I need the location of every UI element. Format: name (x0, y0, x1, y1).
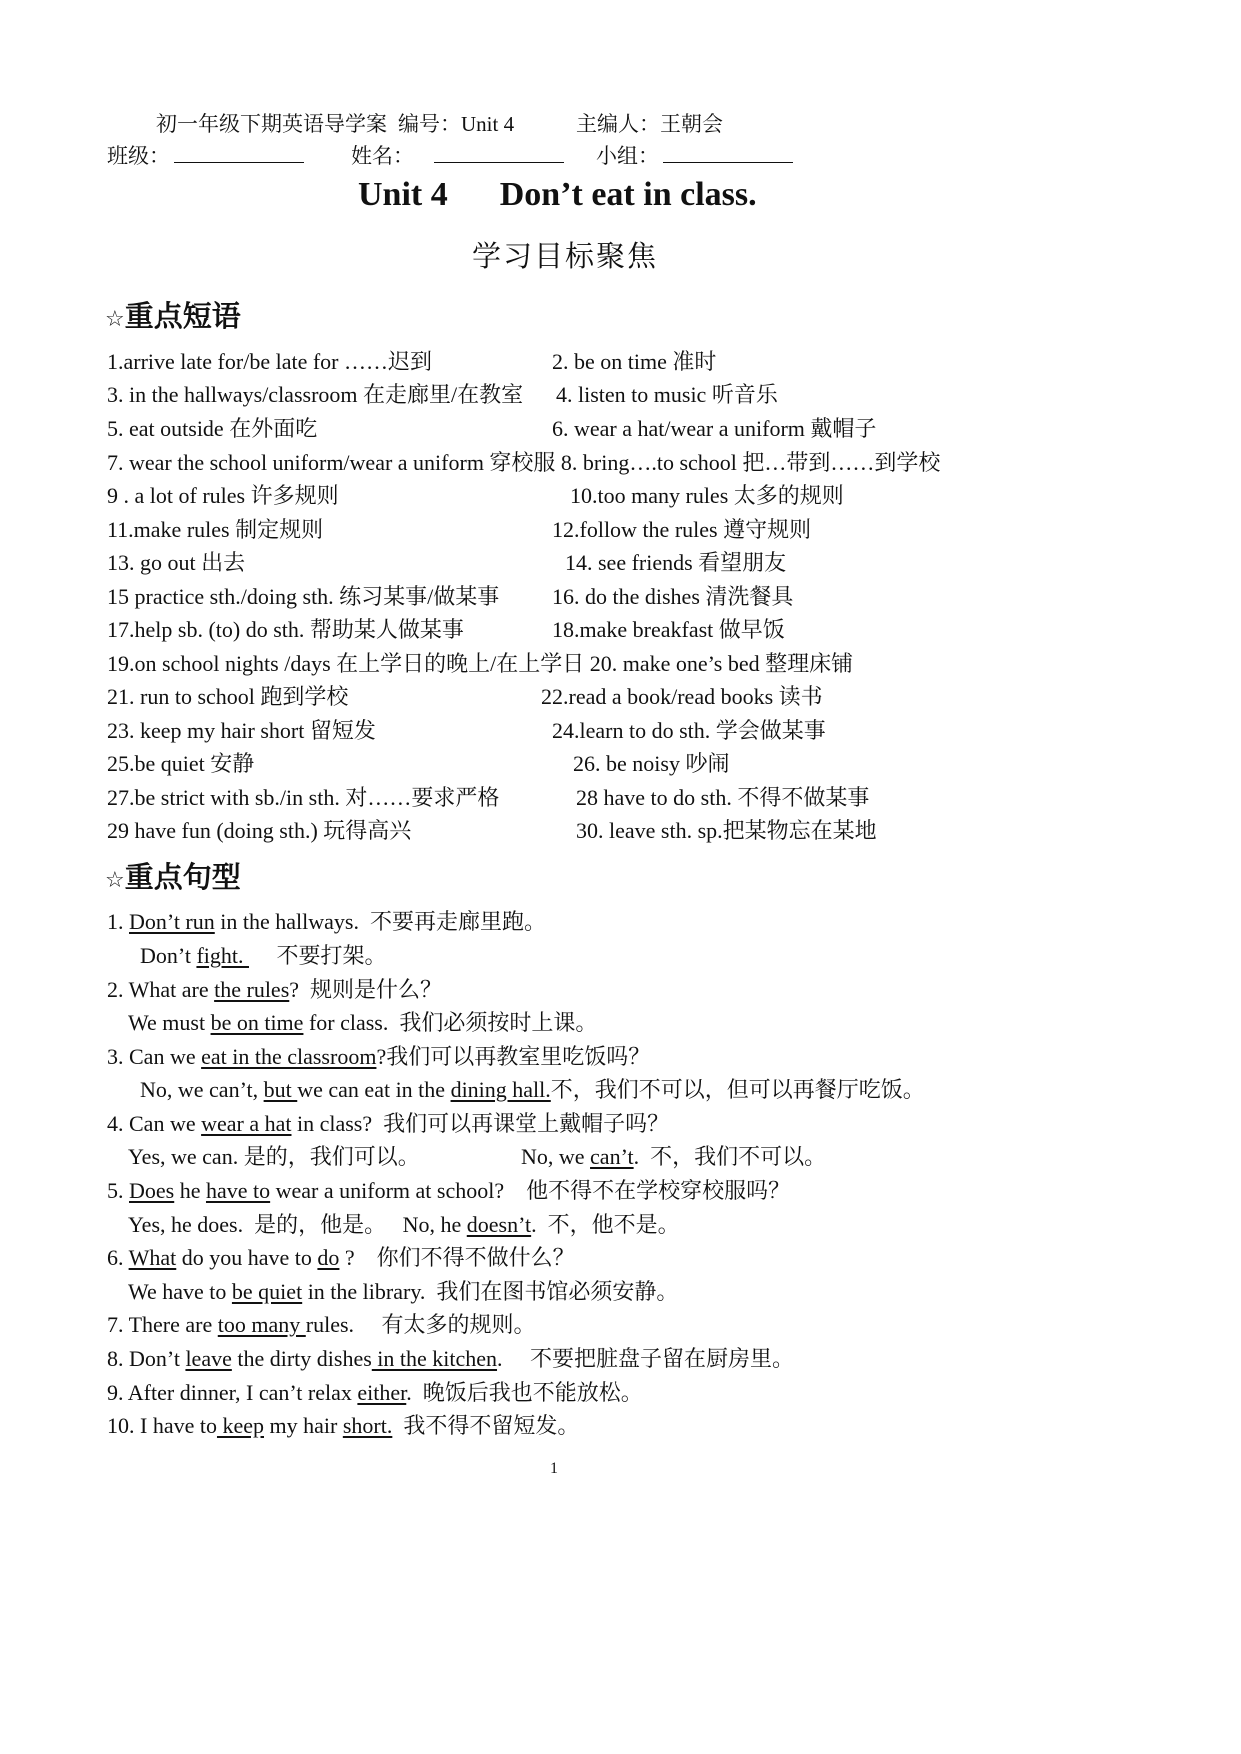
phrase-item: 26. be noisy 吵闹 (573, 751, 730, 776)
phrase-item: 15 practice sth./doing sth. 练习某事/做某事 (107, 584, 500, 609)
sentence-text: 我不得不留短发。 (392, 1413, 580, 1438)
header-code: 编号：Unit 4 (398, 112, 515, 136)
group-label: 小组： (596, 144, 659, 168)
phrase-item: 4. listen to music 听音乐 (556, 382, 778, 407)
underlined-key-text: but (263, 1077, 298, 1102)
phrase-item: 10.too many rules 太多的规则 (570, 483, 844, 508)
sentence-6a (107, 1241, 575, 1272)
unit-number: Unit 4 (358, 176, 448, 213)
phrase-item: 27.be strict with sb./in sth. 对……要求严格 (107, 785, 500, 810)
phrase-item: 28 have to do sth. 不得不做某事 (576, 785, 870, 810)
underlined-key-text: eat in the classroom (201, 1044, 377, 1069)
phrase-item: 17.help sb. (to) do sth. 帮助某人做某事 (107, 617, 464, 642)
phrase-item: 13. go out 出去 (107, 550, 246, 575)
underlined-key-text: can’t (590, 1144, 634, 1169)
header-editor: 主编人：王朝会 (576, 112, 723, 136)
phrase-item: 6. wear a hat/wear a uniform 戴帽子 (552, 416, 877, 441)
sentence-3a (107, 1040, 650, 1071)
underlined-key-text: be quiet (231, 1279, 303, 1304)
underlined-key-text: keep (216, 1413, 264, 1438)
sentence-text: No, we can’t, (140, 1077, 264, 1102)
sentence-text: 10. I have to (107, 1413, 217, 1438)
underlined-key-text: leave (185, 1346, 232, 1371)
phrase-item: 12.follow the rules 遵守规则 (552, 517, 812, 542)
phrase-item: 5. eat outside 在外面吃 (107, 416, 318, 441)
sentence-text: Yes, he does. 是的，他是。 No, he (128, 1212, 467, 1237)
phrase-item: 9 . a lot of rules 许多规则 (107, 483, 339, 508)
sentence-4b-yes: Yes, we can. 是的，我们可以。 (128, 1144, 420, 1169)
sentence-text: Don’t (140, 943, 197, 968)
sentence-text: the dirty dishes (231, 1346, 372, 1371)
phrase-item: 7. wear the school uniform/wear a uniform 穿校服 8. bring….to school 把…带到……到学校 (107, 450, 941, 475)
underlined-key-text: in the kitchen (371, 1346, 498, 1371)
sentence-text: 6. (107, 1245, 129, 1270)
sentence-text: wear a uniform at school? 他不得不在学校穿校服吗？ (270, 1178, 791, 1203)
sentence-text: my hair (264, 1413, 343, 1438)
sentence-text: 不要打架。 (249, 943, 387, 968)
sentence-text: . 晚饭后我也不能放松。 (406, 1380, 643, 1405)
sentence-2b (128, 1006, 597, 1037)
unit-title (358, 176, 757, 214)
sentence-10 (107, 1409, 579, 1440)
sentence-text: do you have to (176, 1245, 318, 1270)
sentence-text: 7. There are (107, 1312, 218, 1337)
phrase-item: 2. be on time 准时 (552, 349, 717, 374)
underlined-key-text: wear a hat (201, 1111, 292, 1136)
phrase-item: 18.make breakfast 做早饭 (552, 617, 785, 642)
sentence-text: . 不，他不是。 (531, 1212, 680, 1237)
phrase-item: 14. see friends 看望朋友 (565, 550, 787, 575)
sentence-text: ? 规则是什么？ (289, 977, 443, 1002)
sentence-5b (128, 1208, 680, 1239)
sentence-4a (107, 1107, 669, 1138)
section-title: 重点句型 (124, 860, 241, 894)
underlined-key-text: too many (217, 1312, 306, 1337)
group-blank (663, 144, 793, 163)
underlined-key-text: Don’t run (129, 909, 215, 934)
sentence-text: 3. Can we (107, 1044, 202, 1069)
sentence-text: ? 你们不得不做什么？ (339, 1245, 575, 1270)
page-subtitle: 学习目标聚焦 (472, 241, 659, 273)
sentence-4b-no (521, 1140, 826, 1171)
sentence-6b (128, 1275, 678, 1306)
sentence-text: 5. (107, 1178, 129, 1203)
group-field (596, 140, 793, 170)
underlined-key-text: be on time (210, 1010, 304, 1035)
sentence-5a (107, 1174, 790, 1205)
star-icon: ☆ (105, 868, 125, 893)
sentence-text: 2. What are (107, 977, 215, 1002)
name-field (351, 140, 564, 170)
underlined-key-text: fight. (196, 943, 249, 968)
underlined-key-text: doesn’t (466, 1212, 532, 1237)
sentence-text: . 不要把脏盘子留在厨房里。 (497, 1346, 795, 1371)
page-number: 1 (550, 1460, 558, 1477)
class-label: 班级： (107, 144, 170, 168)
underlined-key-text: the rules (214, 977, 290, 1002)
sentence-text: We must (128, 1010, 211, 1035)
underlined-key-text: dining hall. (450, 1077, 551, 1102)
sentence-1b (140, 939, 387, 970)
section-title: 重点短语 (124, 299, 241, 333)
sentence-text: we can eat in the (297, 1077, 451, 1102)
sentence-text: . 不，我们不可以。 (633, 1144, 827, 1169)
name-label: 姓名： (351, 144, 414, 168)
sentence-text: We have to (128, 1279, 232, 1304)
sentence-3b (140, 1073, 925, 1104)
class-blank (174, 144, 304, 163)
sentence-8 (107, 1342, 794, 1373)
phrase-item: 23. keep my hair short 留短发 (107, 718, 376, 743)
underlined-key-text: Does (129, 1178, 175, 1203)
sentence-text: ?我们可以再教室里吃饭吗？ (376, 1044, 651, 1069)
underlined-key-text: short. (342, 1413, 393, 1438)
phrase-item: 24.learn to do sth. 学会做某事 (552, 718, 826, 743)
section-heading-sentences (105, 855, 241, 896)
phrase-item: 29 have fun (doing sth.) 玩得高兴 (107, 818, 412, 843)
class-field (107, 140, 304, 170)
name-blank (434, 144, 564, 163)
sentence-text: in the library. 我们在图书馆必须安静。 (302, 1279, 679, 1304)
sentence-text: rules. 有太多的规则。 (305, 1312, 536, 1337)
sentence-text: 9. After dinner, I can’t relax (107, 1380, 358, 1405)
section-heading-phrases (105, 294, 241, 335)
star-icon: ☆ (105, 307, 125, 332)
phrase-item: 22.read a book/read books 读书 (541, 684, 823, 709)
sentence-9 (107, 1376, 643, 1407)
unit-name: Don’t eat in class. (499, 176, 757, 213)
sentence-text: for class. 我们必须按时上课。 (303, 1010, 598, 1035)
phrase-item: 25.be quiet 安静 (107, 751, 255, 776)
underlined-key-text: have to (205, 1178, 271, 1203)
sentence-2a (107, 973, 442, 1004)
phrase-item: 19.on school nights /days 在上学日的晚上/在上学日 20. make one’s bed 整理床铺 (107, 651, 854, 676)
sentence-text: 1. (107, 909, 129, 934)
phrase-item: 3. in the hallways/classroom 在走廊里/在教室 (107, 382, 524, 407)
phrase-item: 11.make rules 制定规则 (107, 517, 324, 542)
phrase-item: 21. run to school 跑到学校 (107, 684, 349, 709)
underlined-key-text: What (128, 1245, 177, 1270)
phrase-item: 1.arrive late for/be late for ……迟到 (107, 349, 432, 374)
underlined-key-text: do (317, 1245, 340, 1270)
sentence-text: in class? 我们可以再课堂上戴帽子吗？ (291, 1111, 670, 1136)
sentence-text: he (174, 1178, 206, 1203)
sentence-text: 8. Don’t (107, 1346, 186, 1371)
sentence-text: 4. Can we (107, 1111, 202, 1136)
phrase-item: 16. do the dishes 清洗餐具 (552, 584, 794, 609)
sentence-text: in the hallways. 不要再走廊里跑。 (214, 909, 546, 934)
underlined-key-text: either (357, 1380, 407, 1405)
sentence-7 (107, 1308, 536, 1339)
phrase-item: 30. leave sth. sp.把某物忘在某地 (576, 818, 877, 843)
sentence-text: 不，我们不可以，但可以再餐厅吃饭。 (550, 1077, 925, 1102)
header-course: 初一年级下期英语导学案 (156, 112, 387, 136)
sentence-1a (107, 905, 546, 936)
sentence-text: No, we (521, 1144, 591, 1169)
